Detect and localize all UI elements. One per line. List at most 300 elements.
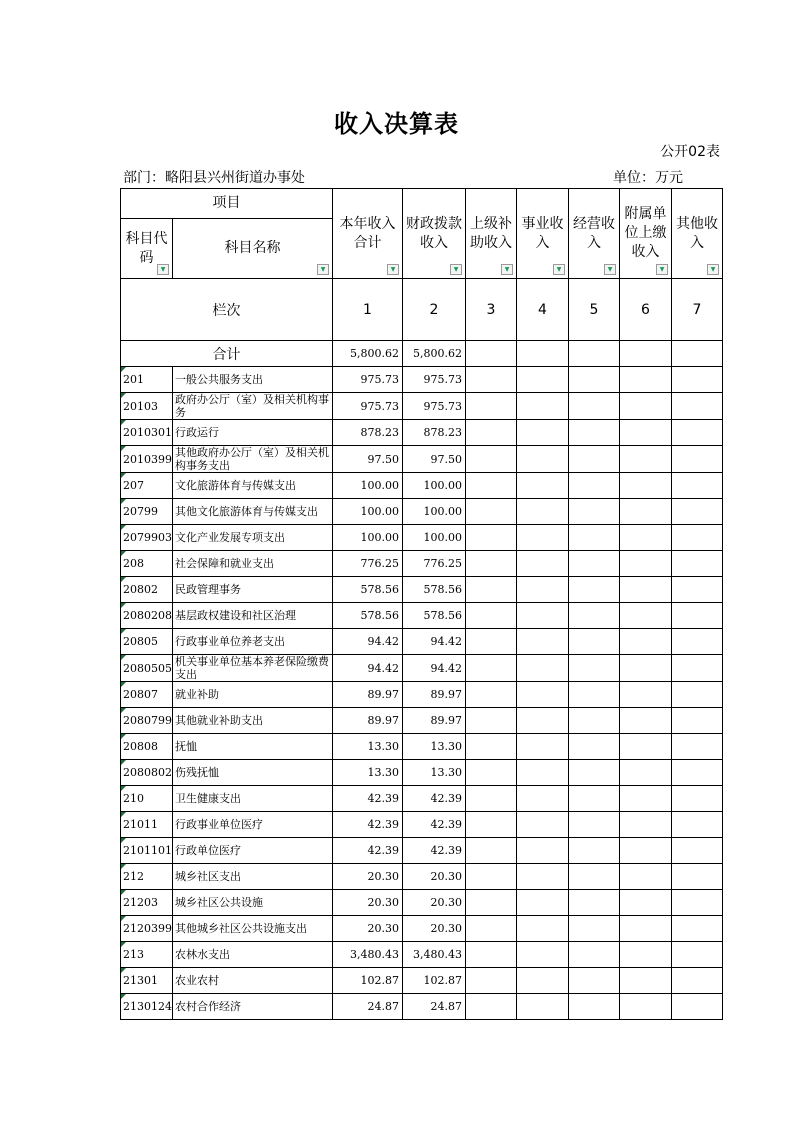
row-fiscal[interactable]: 89.97 [403, 708, 466, 734]
cell-marker-icon [121, 682, 126, 687]
row-fiscal[interactable]: 975.73 [403, 393, 466, 420]
header-col-3[interactable] [466, 189, 517, 279]
row-empty-cell[interactable] [569, 420, 620, 446]
row-empty-cell[interactable] [620, 838, 672, 864]
row-empty-cell[interactable] [620, 473, 672, 499]
filter-dropdown-icon[interactable]: ▼ [707, 264, 719, 275]
row-code[interactable] [121, 525, 173, 551]
row-empty-cell[interactable] [466, 525, 517, 551]
row-fiscal[interactable]: 94.42 [403, 655, 466, 682]
row-total[interactable]: 578.56 [333, 577, 403, 603]
row-total[interactable]: 24.87 [333, 994, 403, 1020]
row-code[interactable] [121, 916, 173, 942]
row-empty-cell[interactable] [569, 734, 620, 760]
row-total[interactable]: 975.73 [333, 393, 403, 420]
row-name[interactable]: 基层政权建设和社区治理 [173, 603, 333, 629]
total-value[interactable] [466, 341, 517, 367]
header-code[interactable] [121, 219, 173, 279]
row-code-text: 2120399 [123, 922, 172, 935]
total-label: 合计 [121, 341, 333, 367]
row-fiscal[interactable]: 24.87 [403, 994, 466, 1020]
row-empty-cell[interactable] [569, 786, 620, 812]
row-code[interactable] [121, 603, 173, 629]
header-col-7[interactable] [672, 189, 723, 279]
row-name[interactable]: 行政运行 [173, 420, 333, 446]
row-empty-cell[interactable] [620, 551, 672, 577]
row-empty-cell[interactable] [672, 734, 723, 760]
row-total[interactable]: 42.39 [333, 812, 403, 838]
filter-dropdown-icon[interactable]: ▼ [317, 264, 329, 275]
row-name[interactable]: 其他就业补助支出 [173, 708, 333, 734]
row-code[interactable] [121, 786, 173, 812]
department-label: 部门：略阳县兴州街道办事处 [123, 170, 305, 186]
row-code[interactable] [121, 708, 173, 734]
row-name[interactable]: 文化旅游体育与传媒支出 [173, 473, 333, 499]
lanci-number: 3 [466, 279, 517, 341]
row-empty-cell[interactable] [466, 551, 517, 577]
row-empty-cell[interactable] [517, 682, 569, 708]
row-fiscal[interactable]: 578.56 [403, 603, 466, 629]
row-fiscal[interactable]: 20.30 [403, 864, 466, 890]
row-empty-cell[interactable] [569, 603, 620, 629]
row-empty-cell[interactable] [517, 838, 569, 864]
row-empty-cell[interactable] [466, 655, 517, 682]
filter-dropdown-icon[interactable]: ▼ [387, 264, 399, 275]
row-empty-cell[interactable] [620, 708, 672, 734]
row-total[interactable]: 20.30 [333, 916, 403, 942]
row-empty-cell[interactable] [620, 577, 672, 603]
row-empty-cell[interactable] [517, 812, 569, 838]
row-empty-cell[interactable] [466, 420, 517, 446]
row-empty-cell[interactable] [569, 812, 620, 838]
row-code[interactable] [121, 864, 173, 890]
row-empty-cell[interactable] [569, 577, 620, 603]
row-empty-cell[interactable] [517, 577, 569, 603]
row-empty-cell[interactable] [517, 525, 569, 551]
row-empty-cell[interactable] [672, 420, 723, 446]
row-empty-cell[interactable] [466, 916, 517, 942]
lanci-number: 1 [333, 279, 403, 341]
row-empty-cell[interactable] [466, 968, 517, 994]
header-col-4[interactable] [517, 189, 569, 279]
row-empty-cell[interactable] [569, 525, 620, 551]
row-empty-cell[interactable] [517, 420, 569, 446]
header-col-1[interactable] [333, 189, 403, 279]
row-empty-cell[interactable] [672, 446, 723, 473]
row-empty-cell[interactable] [620, 393, 672, 420]
row-empty-cell[interactable] [569, 890, 620, 916]
lanci-number: 6 [620, 279, 672, 341]
row-fiscal[interactable]: 42.39 [403, 838, 466, 864]
table-row [121, 367, 723, 393]
row-empty-cell[interactable] [620, 499, 672, 525]
row-code[interactable] [121, 473, 173, 499]
row-total[interactable]: 100.00 [333, 525, 403, 551]
row-total[interactable]: 578.56 [333, 603, 403, 629]
row-fiscal[interactable]: 3,480.43 [403, 942, 466, 968]
row-fiscal[interactable]: 776.25 [403, 551, 466, 577]
row-name[interactable]: 民政管理事务 [173, 577, 333, 603]
row-empty-cell[interactable] [466, 629, 517, 655]
row-code[interactable] [121, 942, 173, 968]
row-empty-cell[interactable] [672, 499, 723, 525]
row-empty-cell[interactable] [466, 942, 517, 968]
row-code[interactable] [121, 968, 173, 994]
row-empty-cell[interactable] [569, 942, 620, 968]
row-empty-cell[interactable] [517, 393, 569, 420]
row-fiscal[interactable]: 13.30 [403, 734, 466, 760]
table-row [121, 682, 723, 708]
row-empty-cell[interactable] [620, 812, 672, 838]
row-empty-cell[interactable] [672, 655, 723, 682]
table-row [121, 994, 723, 1020]
row-code-text: 20103 [123, 399, 158, 413]
row-name[interactable]: 行政单位医疗 [173, 838, 333, 864]
row-name[interactable]: 其他政府办公厅（室）及相关机构事务支出 [173, 446, 333, 473]
row-empty-cell[interactable] [466, 603, 517, 629]
filter-dropdown-icon[interactable]: ▼ [656, 264, 668, 275]
row-fiscal[interactable]: 89.97 [403, 682, 466, 708]
table-row [121, 577, 723, 603]
header-col-4-label: 事业收入 [521, 215, 564, 251]
row-empty-cell[interactable] [620, 446, 672, 473]
row-empty-cell[interactable] [517, 760, 569, 786]
row-empty-cell[interactable] [569, 473, 620, 499]
lanci-number: 4 [517, 279, 569, 341]
row-fiscal[interactable]: 102.87 [403, 968, 466, 994]
row-fiscal[interactable]: 20.30 [403, 916, 466, 942]
row-code-text: 212 [123, 870, 144, 883]
total-value[interactable] [569, 341, 620, 367]
row-name[interactable]: 一般公共服务支出 [173, 367, 333, 393]
row-empty-cell[interactable] [466, 446, 517, 473]
cell-marker-icon [121, 655, 126, 660]
row-empty-cell[interactable] [466, 760, 517, 786]
row-code[interactable] [121, 629, 173, 655]
row-name[interactable]: 城乡社区公共设施 [173, 890, 333, 916]
row-code[interactable] [121, 760, 173, 786]
row-total[interactable]: 13.30 [333, 760, 403, 786]
table-row [121, 942, 723, 968]
header-name-label: 科目名称 [224, 240, 281, 256]
row-name[interactable]: 农村合作经济 [173, 994, 333, 1020]
row-code-text: 2010399 [123, 452, 172, 466]
row-code[interactable] [121, 890, 173, 916]
row-empty-cell[interactable] [466, 994, 517, 1020]
row-fiscal[interactable]: 20.30 [403, 890, 466, 916]
row-empty-cell[interactable] [672, 786, 723, 812]
row-empty-cell[interactable] [569, 367, 620, 393]
total-value[interactable] [517, 341, 569, 367]
header-col-3-label: 上级补助收入 [470, 215, 512, 251]
total-value[interactable] [672, 341, 723, 367]
row-empty-cell[interactable] [517, 734, 569, 760]
header-col-2[interactable] [403, 189, 466, 279]
row-fiscal[interactable]: 97.50 [403, 446, 466, 473]
row-code[interactable] [121, 393, 173, 420]
row-total[interactable]: 3,480.43 [333, 942, 403, 968]
row-empty-cell[interactable] [517, 968, 569, 994]
filter-dropdown-icon[interactable]: ▼ [450, 264, 462, 275]
row-empty-cell[interactable] [466, 838, 517, 864]
cell-marker-icon [121, 890, 126, 895]
row-empty-cell[interactable] [672, 916, 723, 942]
total-value[interactable] [620, 341, 672, 367]
row-empty-cell[interactable] [620, 682, 672, 708]
row-code-text: 21203 [123, 896, 158, 909]
row-empty-cell[interactable] [620, 760, 672, 786]
row-name[interactable]: 其他城乡社区公共设施支出 [173, 916, 333, 942]
row-empty-cell[interactable] [672, 393, 723, 420]
header-col-7-label: 其他收入 [676, 215, 718, 251]
row-empty-cell[interactable] [569, 446, 620, 473]
row-empty-cell[interactable] [569, 682, 620, 708]
header-col-5[interactable] [569, 189, 620, 279]
row-empty-cell[interactable] [517, 708, 569, 734]
row-empty-cell[interactable] [466, 812, 517, 838]
row-empty-cell[interactable] [517, 446, 569, 473]
table-row [121, 760, 723, 786]
row-code[interactable] [121, 551, 173, 577]
row-empty-cell[interactable] [620, 655, 672, 682]
row-fiscal[interactable]: 42.39 [403, 812, 466, 838]
header-col-6[interactable] [620, 189, 672, 279]
row-name[interactable]: 政府办公厅（室）及相关机构事务 [173, 393, 333, 420]
row-fiscal[interactable]: 878.23 [403, 420, 466, 446]
row-empty-cell[interactable] [672, 864, 723, 890]
row-total[interactable]: 89.97 [333, 682, 403, 708]
row-empty-cell[interactable] [466, 734, 517, 760]
row-name[interactable]: 其他文化旅游体育与传媒支出 [173, 499, 333, 525]
table-row [121, 838, 723, 864]
row-empty-cell[interactable] [672, 708, 723, 734]
row-empty-cell[interactable] [517, 499, 569, 525]
total-value[interactable]: 5,800.62 [333, 341, 403, 367]
filter-dropdown-icon[interactable]: ▼ [157, 264, 169, 275]
table-row [121, 446, 723, 473]
row-fiscal[interactable]: 100.00 [403, 473, 466, 499]
row-empty-cell[interactable] [517, 551, 569, 577]
row-empty-cell[interactable] [517, 994, 569, 1020]
row-code[interactable] [121, 420, 173, 446]
row-empty-cell[interactable] [569, 655, 620, 682]
row-name[interactable]: 文化产业发展专项支出 [173, 525, 333, 551]
row-name[interactable]: 伤残抚恤 [173, 760, 333, 786]
table-row [121, 708, 723, 734]
row-empty-cell[interactable] [620, 734, 672, 760]
row-empty-cell[interactable] [466, 473, 517, 499]
row-empty-cell[interactable] [517, 864, 569, 890]
row-fiscal[interactable]: 42.39 [403, 786, 466, 812]
row-empty-cell[interactable] [620, 864, 672, 890]
row-code[interactable] [121, 499, 173, 525]
cell-marker-icon [121, 734, 126, 739]
row-empty-cell[interactable] [672, 812, 723, 838]
row-code[interactable] [121, 655, 173, 682]
row-empty-cell[interactable] [672, 682, 723, 708]
row-empty-cell[interactable] [620, 367, 672, 393]
row-empty-cell[interactable] [569, 994, 620, 1020]
row-empty-cell[interactable] [620, 968, 672, 994]
form-number: 公开02表 [660, 144, 720, 160]
row-total[interactable]: 20.30 [333, 890, 403, 916]
row-empty-cell[interactable] [517, 473, 569, 499]
cell-marker-icon [121, 786, 126, 791]
row-fiscal[interactable]: 100.00 [403, 525, 466, 551]
table-row [121, 812, 723, 838]
row-empty-cell[interactable] [569, 916, 620, 942]
table-row [121, 890, 723, 916]
cell-marker-icon [121, 603, 126, 608]
row-fiscal[interactable]: 13.30 [403, 760, 466, 786]
row-empty-cell[interactable] [672, 942, 723, 968]
table-row [121, 393, 723, 420]
row-name[interactable]: 行政事业单位养老支出 [173, 629, 333, 655]
row-total[interactable]: 20.30 [333, 864, 403, 890]
row-empty-cell[interactable] [569, 838, 620, 864]
row-empty-cell[interactable] [672, 603, 723, 629]
row-name[interactable]: 城乡社区支出 [173, 864, 333, 890]
row-code-text: 2080208 [123, 609, 172, 622]
row-code-text: 21011 [123, 818, 158, 831]
unit-label: 单位：万元 [613, 170, 683, 186]
row-empty-cell[interactable] [466, 786, 517, 812]
row-empty-cell[interactable] [517, 629, 569, 655]
header-project: 项目 [121, 189, 333, 219]
row-empty-cell[interactable] [466, 367, 517, 393]
row-empty-cell[interactable] [466, 890, 517, 916]
row-code[interactable] [121, 682, 173, 708]
row-code-text: 207 [123, 479, 144, 492]
row-empty-cell[interactable] [517, 890, 569, 916]
row-empty-cell[interactable] [466, 577, 517, 603]
row-empty-cell[interactable] [620, 786, 672, 812]
row-total[interactable]: 94.42 [333, 629, 403, 655]
row-empty-cell[interactable] [672, 968, 723, 994]
row-empty-cell[interactable] [672, 890, 723, 916]
row-empty-cell[interactable] [620, 942, 672, 968]
row-fiscal[interactable]: 975.73 [403, 367, 466, 393]
filter-dropdown-icon[interactable]: ▼ [553, 264, 565, 275]
row-empty-cell[interactable] [466, 708, 517, 734]
row-code[interactable] [121, 812, 173, 838]
row-empty-cell[interactable] [517, 786, 569, 812]
filter-dropdown-icon[interactable]: ▼ [501, 264, 513, 275]
row-empty-cell[interactable] [466, 393, 517, 420]
row-name[interactable]: 机关事业单位基本养老保险缴费支出 [173, 655, 333, 682]
row-name[interactable]: 农业农村 [173, 968, 333, 994]
row-total[interactable]: 878.23 [333, 420, 403, 446]
table-row [121, 655, 723, 682]
row-empty-cell[interactable] [569, 968, 620, 994]
header-col-5-label: 经营收入 [573, 215, 615, 251]
row-code-text: 2079903 [123, 531, 172, 544]
row-empty-cell[interactable] [620, 916, 672, 942]
cell-marker-icon [121, 629, 126, 634]
row-code[interactable] [121, 446, 173, 473]
cell-marker-icon [121, 393, 126, 398]
row-empty-cell[interactable] [620, 629, 672, 655]
row-total[interactable]: 42.39 [333, 838, 403, 864]
row-name[interactable]: 抚恤 [173, 734, 333, 760]
row-empty-cell[interactable] [569, 864, 620, 890]
row-empty-cell[interactable] [569, 551, 620, 577]
row-total[interactable]: 102.87 [333, 968, 403, 994]
row-empty-cell[interactable] [620, 525, 672, 551]
row-name[interactable]: 社会保障和就业支出 [173, 551, 333, 577]
cell-marker-icon [121, 916, 126, 921]
row-empty-cell[interactable] [672, 629, 723, 655]
row-total[interactable]: 975.73 [333, 367, 403, 393]
row-total[interactable]: 89.97 [333, 708, 403, 734]
row-total[interactable]: 13.30 [333, 734, 403, 760]
row-empty-cell[interactable] [517, 367, 569, 393]
row-code[interactable] [121, 994, 173, 1020]
row-name[interactable]: 卫生健康支出 [173, 786, 333, 812]
lanci-label: 栏次 [121, 279, 333, 341]
row-empty-cell[interactable] [569, 393, 620, 420]
row-empty-cell[interactable] [672, 994, 723, 1020]
row-empty-cell[interactable] [517, 603, 569, 629]
row-name[interactable]: 行政事业单位医疗 [173, 812, 333, 838]
row-code[interactable] [121, 577, 173, 603]
row-empty-cell[interactable] [569, 499, 620, 525]
row-empty-cell[interactable] [672, 551, 723, 577]
filter-dropdown-icon[interactable]: ▼ [604, 264, 616, 275]
row-code[interactable] [121, 838, 173, 864]
row-code[interactable] [121, 734, 173, 760]
row-name[interactable]: 农林水支出 [173, 942, 333, 968]
row-empty-cell[interactable] [569, 760, 620, 786]
row-name[interactable]: 就业补助 [173, 682, 333, 708]
row-empty-cell[interactable] [466, 864, 517, 890]
row-code-text: 20799 [123, 505, 158, 518]
row-total[interactable]: 776.25 [333, 551, 403, 577]
total-value[interactable]: 5,800.62 [403, 341, 466, 367]
row-empty-cell[interactable] [672, 577, 723, 603]
row-empty-cell[interactable] [672, 760, 723, 786]
row-empty-cell[interactable] [672, 473, 723, 499]
row-empty-cell[interactable] [620, 420, 672, 446]
row-total[interactable]: 100.00 [333, 473, 403, 499]
row-total[interactable]: 100.00 [333, 499, 403, 525]
row-empty-cell[interactable] [517, 916, 569, 942]
row-empty-cell[interactable] [672, 525, 723, 551]
row-fiscal[interactable]: 100.00 [403, 499, 466, 525]
row-code[interactable] [121, 367, 173, 393]
row-empty-cell[interactable] [466, 499, 517, 525]
table-row [121, 603, 723, 629]
row-total[interactable]: 94.42 [333, 655, 403, 682]
row-empty-cell[interactable] [517, 655, 569, 682]
row-empty-cell[interactable] [569, 708, 620, 734]
row-total[interactable]: 42.39 [333, 786, 403, 812]
row-empty-cell[interactable] [620, 890, 672, 916]
row-empty-cell[interactable] [620, 994, 672, 1020]
row-empty-cell[interactable] [620, 603, 672, 629]
row-empty-cell[interactable] [517, 942, 569, 968]
row-empty-cell[interactable] [672, 838, 723, 864]
row-fiscal[interactable]: 578.56 [403, 577, 466, 603]
row-fiscal[interactable]: 94.42 [403, 629, 466, 655]
header-name[interactable] [173, 219, 333, 279]
row-empty-cell[interactable] [672, 367, 723, 393]
row-empty-cell[interactable] [466, 682, 517, 708]
row-total[interactable]: 97.50 [333, 446, 403, 473]
cell-marker-icon [121, 446, 126, 451]
row-empty-cell[interactable] [569, 629, 620, 655]
row-code-text: 213 [123, 948, 144, 961]
